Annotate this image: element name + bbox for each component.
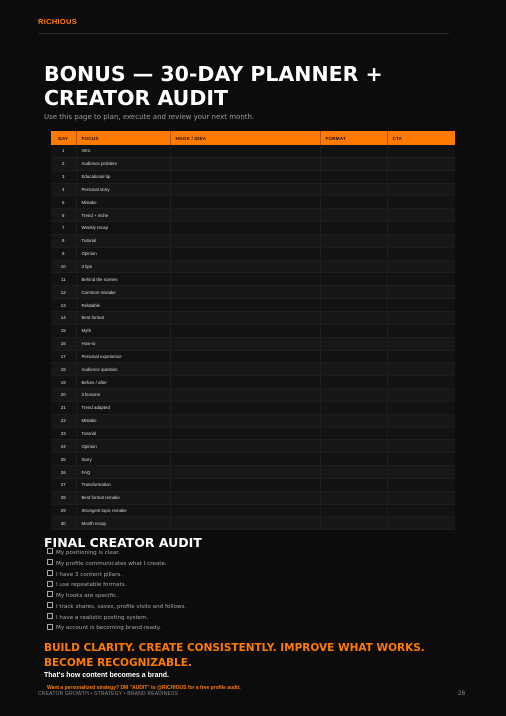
cell-day: 13 <box>51 299 76 312</box>
cell-format[interactable] <box>320 286 387 299</box>
cell-cta[interactable] <box>387 363 455 376</box>
audit-item[interactable] <box>47 559 186 570</box>
cta-subline: That's how content becomes a brand. <box>44 672 169 679</box>
cell-day: 11 <box>51 273 76 286</box>
cell-cta[interactable] <box>387 247 455 260</box>
cell-hook[interactable] <box>170 363 320 376</box>
audit-checklist <box>47 548 186 634</box>
cell-format[interactable] <box>320 209 387 222</box>
cell-day: 25 <box>51 453 76 466</box>
cell-day: 10 <box>51 260 76 273</box>
cell-focus: Myth <box>76 324 170 337</box>
cell-day: 4 <box>51 183 76 196</box>
cell-hook[interactable] <box>170 401 320 414</box>
cell-day: 19 <box>51 376 76 389</box>
cell-hook[interactable] <box>170 170 320 183</box>
cell-hook[interactable] <box>170 311 320 324</box>
cell-day: 30 <box>51 517 76 530</box>
cell-format[interactable] <box>320 350 387 363</box>
cell-focus: Relatable <box>76 299 170 312</box>
planner-row <box>51 453 455 466</box>
cell-day: 14 <box>51 311 76 324</box>
planner-row <box>51 389 455 402</box>
header-divider <box>38 33 449 34</box>
cell-format[interactable] <box>320 376 387 389</box>
cell-focus: 3 tips <box>76 260 170 273</box>
cell-focus: Educational tip <box>76 170 170 183</box>
cell-day: 1 <box>51 145 76 157</box>
cell-day: 18 <box>51 363 76 376</box>
cell-cta[interactable] <box>387 350 455 363</box>
cell-format[interactable] <box>320 491 387 504</box>
cell-day: 28 <box>51 491 76 504</box>
cell-hook[interactable] <box>170 337 320 350</box>
cell-cta[interactable] <box>387 273 455 286</box>
cell-focus: FAQ <box>76 466 170 479</box>
column-header-focus: FOCUS <box>76 131 170 145</box>
cell-focus: Tutorial <box>76 427 170 440</box>
planner-row <box>51 401 455 414</box>
cell-cta[interactable] <box>387 414 455 427</box>
cell-day: 22 <box>51 414 76 427</box>
cell-cta[interactable] <box>387 427 455 440</box>
cell-hook[interactable] <box>170 196 320 209</box>
cell-format[interactable] <box>320 517 387 530</box>
audit-item[interactable] <box>47 570 186 581</box>
planner-row <box>51 363 455 376</box>
page-number: 26 <box>458 690 466 697</box>
cell-focus: Trend adapted <box>76 401 170 414</box>
cell-day: 29 <box>51 504 76 517</box>
cell-focus: Audience question <box>76 363 170 376</box>
cell-format[interactable] <box>320 466 387 479</box>
cell-focus: Tutorial <box>76 234 170 247</box>
cell-day: 9 <box>51 247 76 260</box>
cell-focus: Transformation <box>76 478 170 491</box>
planner-row <box>51 311 455 324</box>
cell-format[interactable] <box>320 478 387 491</box>
planner-row <box>51 157 455 170</box>
cell-cta[interactable] <box>387 209 455 222</box>
cell-day: 24 <box>51 440 76 453</box>
cell-day: 3 <box>51 170 76 183</box>
planner-row <box>51 350 455 363</box>
cell-format[interactable] <box>320 401 387 414</box>
cell-hook[interactable] <box>170 247 320 260</box>
cell-hook[interactable] <box>170 260 320 273</box>
cell-hook[interactable] <box>170 145 320 157</box>
column-header-format: FORMAT <box>320 131 387 145</box>
page-title: BONUS — 30-DAY PLANNER + CREATOR AUDIT <box>44 62 383 110</box>
cell-focus: Trend + niche <box>76 209 170 222</box>
cell-hook[interactable] <box>170 234 320 247</box>
planner-row <box>51 222 455 235</box>
planner-row <box>51 517 455 530</box>
brand-logo: RICHIOUS <box>38 17 78 26</box>
audit-item[interactable] <box>47 613 186 624</box>
cell-focus: Personal story <box>76 183 170 196</box>
cell-format[interactable] <box>320 504 387 517</box>
planner-row <box>51 170 455 183</box>
cell-cta[interactable] <box>387 157 455 170</box>
empty-checkbox-icon[interactable] <box>47 602 53 608</box>
cell-hook[interactable] <box>170 491 320 504</box>
cell-cta[interactable] <box>387 286 455 299</box>
cell-format[interactable] <box>320 440 387 453</box>
planner-row <box>51 427 455 440</box>
cell-format[interactable] <box>320 414 387 427</box>
cell-focus: Mistake <box>76 196 170 209</box>
cell-hook[interactable] <box>170 414 320 427</box>
cell-focus: Opinion <box>76 247 170 260</box>
cell-cta[interactable] <box>387 234 455 247</box>
cell-format[interactable] <box>320 389 387 402</box>
empty-checkbox-icon[interactable] <box>47 559 53 565</box>
planner-row <box>51 260 455 273</box>
cell-format[interactable] <box>320 299 387 312</box>
cell-focus: Strongest topic remake <box>76 504 170 517</box>
cell-hook[interactable] <box>170 222 320 235</box>
empty-checkbox-icon[interactable] <box>47 591 53 597</box>
cell-format[interactable] <box>320 311 387 324</box>
cell-format[interactable] <box>320 196 387 209</box>
cell-focus: Story <box>76 453 170 466</box>
cell-cta[interactable] <box>387 376 455 389</box>
cell-hook[interactable] <box>170 389 320 402</box>
empty-checkbox-icon[interactable] <box>47 624 53 630</box>
cell-hook[interactable] <box>170 273 320 286</box>
cell-format[interactable] <box>320 260 387 273</box>
cell-format[interactable] <box>320 453 387 466</box>
audit-item-label: I use repeatable formats. <box>56 582 127 589</box>
planner-row <box>51 183 455 196</box>
empty-checkbox-icon[interactable] <box>47 613 53 619</box>
cell-cta[interactable] <box>387 324 455 337</box>
cell-focus: How-to <box>76 337 170 350</box>
planner-row <box>51 247 455 260</box>
cta-headline: BUILD CLARITY. CREATE CONSISTENTLY. IMPROVE WHAT WORKS. BECOME RECOGNIZABLE. <box>44 642 425 669</box>
planner-row <box>51 299 455 312</box>
cell-format[interactable] <box>320 183 387 196</box>
cell-format[interactable] <box>320 273 387 286</box>
column-header-cta: CTA <box>387 131 455 145</box>
cell-hook[interactable] <box>170 324 320 337</box>
column-header-day: DAY <box>51 131 76 145</box>
planner-row <box>51 324 455 337</box>
cell-cta[interactable] <box>387 440 455 453</box>
planner-row <box>51 440 455 453</box>
planner-row <box>51 209 455 222</box>
empty-checkbox-icon[interactable] <box>47 570 53 576</box>
footer-tagline: CREATOR GROWTH • STRATEGY • BRAND READINESS <box>38 691 179 697</box>
cell-hook[interactable] <box>170 504 320 517</box>
planner-row <box>51 376 455 389</box>
cell-format[interactable] <box>320 170 387 183</box>
cell-day: 12 <box>51 286 76 299</box>
page-subtitle: Use this page to plan, execute and review your next month. <box>44 113 255 121</box>
planner-row <box>51 478 455 491</box>
cell-cta[interactable] <box>387 466 455 479</box>
cell-format[interactable] <box>320 337 387 350</box>
cell-focus: 3 lessons <box>76 389 170 402</box>
cell-format[interactable] <box>320 324 387 337</box>
cell-cta[interactable] <box>387 196 455 209</box>
cell-focus: Personal experience <box>76 350 170 363</box>
cell-cta[interactable] <box>387 337 455 350</box>
cell-cta[interactable] <box>387 299 455 312</box>
cell-cta[interactable] <box>387 260 455 273</box>
cell-day: 21 <box>51 401 76 414</box>
cell-format[interactable] <box>320 145 387 157</box>
cell-cta[interactable] <box>387 222 455 235</box>
cell-day: 15 <box>51 324 76 337</box>
planner-row <box>51 466 455 479</box>
planner-row <box>51 337 455 350</box>
cell-day: 5 <box>51 196 76 209</box>
planner-header-row <box>51 131 455 145</box>
cell-focus: Behind the scenes <box>76 273 170 286</box>
audit-item[interactable] <box>47 580 186 591</box>
cell-cta[interactable] <box>387 401 455 414</box>
cell-focus: Mistake <box>76 414 170 427</box>
audit-item[interactable] <box>47 602 186 613</box>
audit-item-label: I have a realistic posting system. <box>56 614 149 621</box>
cell-cta[interactable] <box>387 183 455 196</box>
cell-focus: Opinion <box>76 440 170 453</box>
planner-row <box>51 234 455 247</box>
cell-hook[interactable] <box>170 427 320 440</box>
cell-day: 2 <box>51 157 76 170</box>
cell-focus: Intro <box>76 145 170 157</box>
cell-cta[interactable] <box>387 491 455 504</box>
audit-item-label: I track shares, saves, profile visits and follows. <box>56 603 187 610</box>
cell-focus: Common mistake <box>76 286 170 299</box>
cell-cta[interactable] <box>387 311 455 324</box>
audit-item-label: My profile communicates what I create. <box>56 560 167 567</box>
cell-cta[interactable] <box>387 389 455 402</box>
cell-focus: Weekly recap <box>76 222 170 235</box>
cell-focus: Audience problem <box>76 157 170 170</box>
cell-format[interactable] <box>320 427 387 440</box>
cell-focus: Before / after <box>76 376 170 389</box>
cell-cta[interactable] <box>387 453 455 466</box>
cell-day: 20 <box>51 389 76 402</box>
audit-item[interactable] <box>47 548 186 559</box>
cell-hook[interactable] <box>170 299 320 312</box>
cell-day: 26 <box>51 466 76 479</box>
cell-hook[interactable] <box>170 466 320 479</box>
cell-cta[interactable] <box>387 145 455 157</box>
cell-day: 16 <box>51 337 76 350</box>
cell-day: 6 <box>51 209 76 222</box>
cell-format[interactable] <box>320 363 387 376</box>
cell-day: 8 <box>51 234 76 247</box>
cell-day: 7 <box>51 222 76 235</box>
audit-item[interactable] <box>47 623 186 634</box>
cell-format[interactable] <box>320 157 387 170</box>
planner-table <box>51 131 455 530</box>
cell-format[interactable] <box>320 234 387 247</box>
column-header-hook: HOOK / IDEA <box>170 131 320 145</box>
cell-hook[interactable] <box>170 517 320 530</box>
audit-item-label: My account is becoming brand-ready. <box>56 625 161 632</box>
audit-item-label: My hooks are specific. <box>56 593 118 599</box>
planner-row <box>51 196 455 209</box>
cell-hook[interactable] <box>170 453 320 466</box>
cell-cta[interactable] <box>387 478 455 491</box>
cell-cta[interactable] <box>387 504 455 517</box>
promo-text: Want a personalized strategy? DM "AUDIT" to @RICHIOUS for a free profile audit. <box>47 685 241 691</box>
planner-row <box>51 414 455 427</box>
cell-day: 23 <box>51 427 76 440</box>
planner-row <box>51 504 455 517</box>
cell-format[interactable] <box>320 247 387 260</box>
cell-cta[interactable] <box>387 170 455 183</box>
empty-checkbox-icon[interactable] <box>47 548 53 554</box>
planner-row <box>51 286 455 299</box>
planner-row <box>51 491 455 504</box>
cell-hook[interactable] <box>170 440 320 453</box>
planner-row <box>51 145 455 157</box>
cell-hook[interactable] <box>170 157 320 170</box>
cell-focus: Best format remake <box>76 491 170 504</box>
audit-title: FINAL CREATOR AUDIT <box>44 535 202 550</box>
cell-cta[interactable] <box>387 517 455 530</box>
cell-format[interactable] <box>320 222 387 235</box>
cell-hook[interactable] <box>170 183 320 196</box>
cell-hook[interactable] <box>170 376 320 389</box>
audit-item-label: My positioning is clear. <box>56 550 120 556</box>
cell-hook[interactable] <box>170 350 320 363</box>
cell-day: 17 <box>51 350 76 363</box>
cell-hook[interactable] <box>170 478 320 491</box>
empty-checkbox-icon[interactable] <box>47 581 53 587</box>
cell-day: 27 <box>51 478 76 491</box>
audit-item-label: I have 3 content pillars. <box>56 571 123 578</box>
audit-item[interactable] <box>47 591 186 602</box>
cell-focus: Best format <box>76 311 170 324</box>
cell-focus: Month recap <box>76 517 170 530</box>
planner-row <box>51 273 455 286</box>
cell-hook[interactable] <box>170 209 320 222</box>
cell-hook[interactable] <box>170 286 320 299</box>
